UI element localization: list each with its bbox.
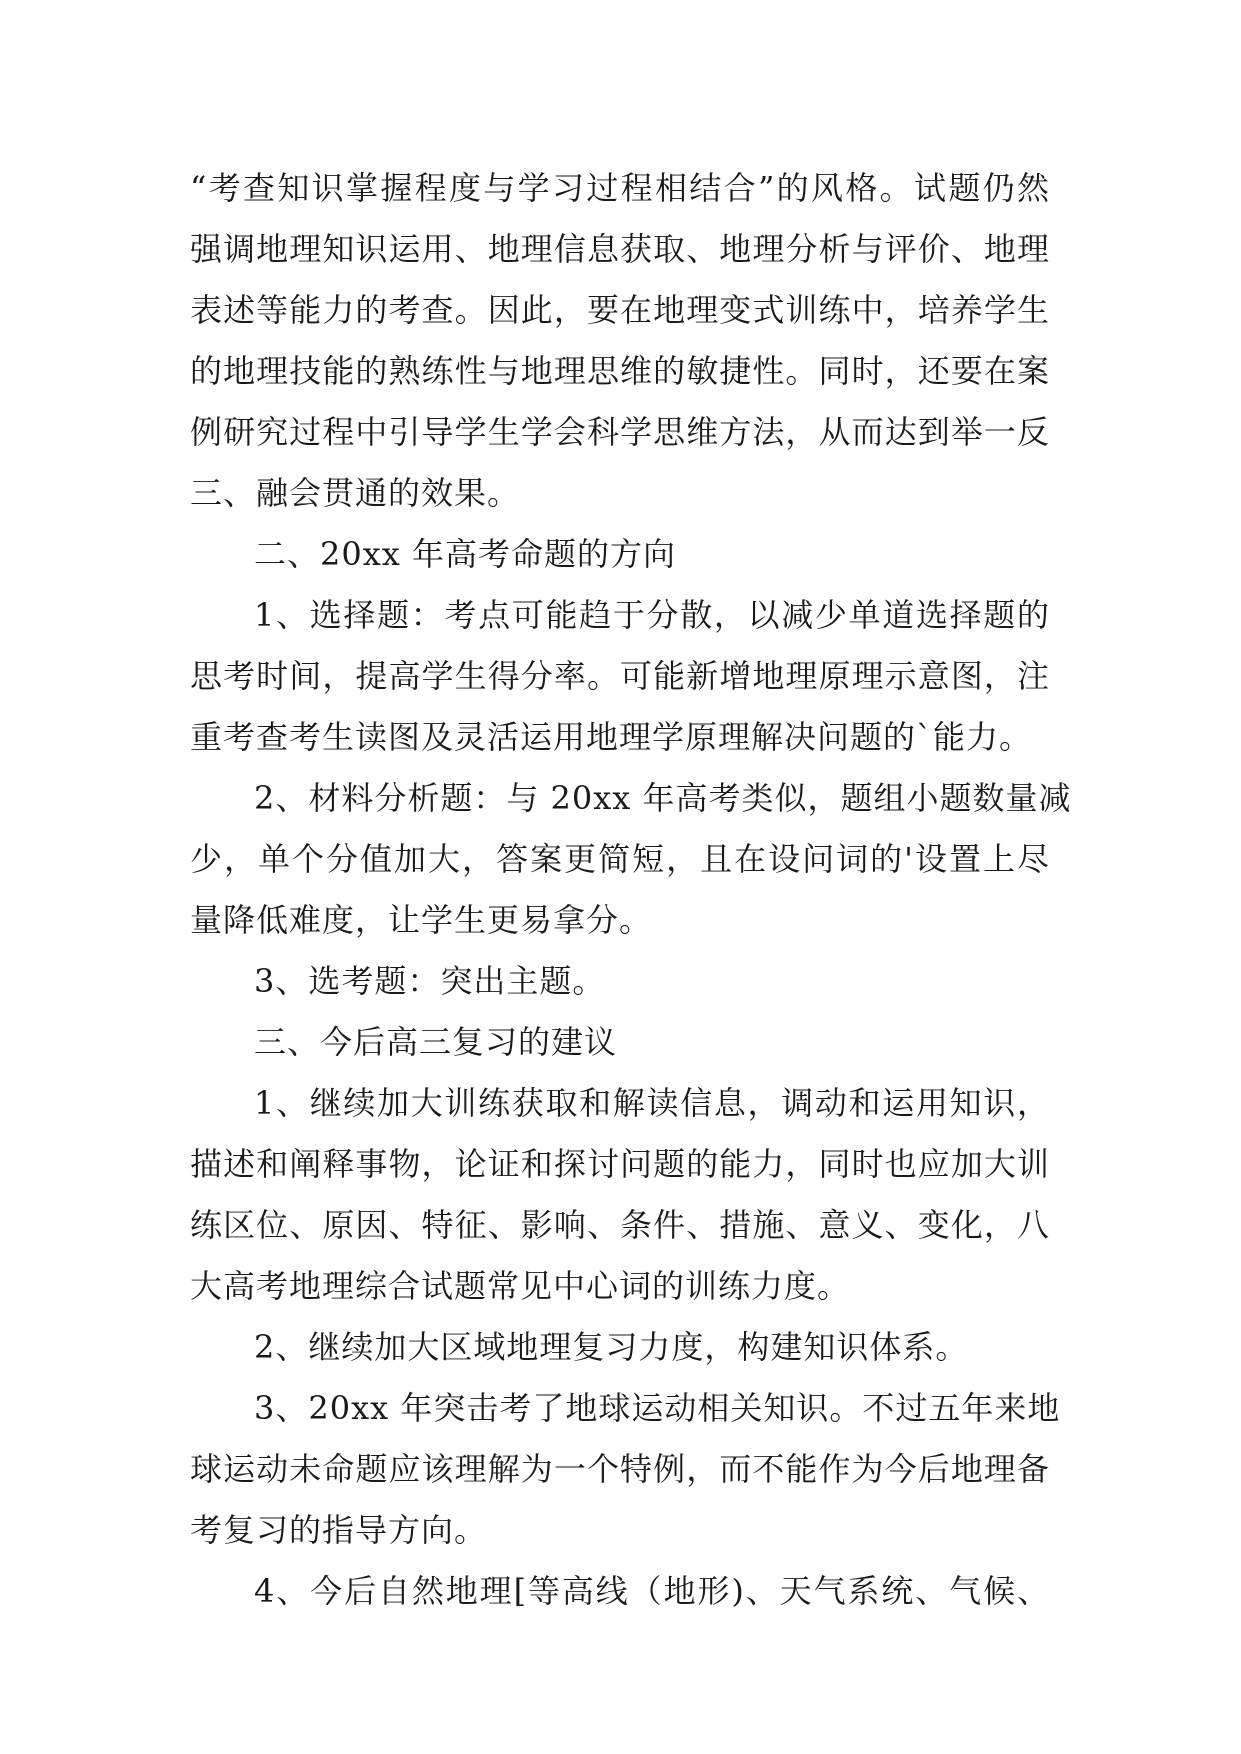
text-line: 练区位、原因、特征、影响、条件、措施、意义、变化，八 bbox=[190, 1206, 1050, 1244]
document-body bbox=[190, 158, 1072, 1622]
text-line: 3、20xx 年突击考了地球运动相关知识。不过五年来地 bbox=[254, 1389, 1061, 1427]
text-line: 大高考地理综合试题常见中心词的训练力度。 bbox=[190, 1267, 851, 1305]
text-line: 2、继续加大区域地理复习力度，构建知识体系。 bbox=[254, 1328, 969, 1366]
text-line: 三、融会贯通的效果。 bbox=[190, 474, 521, 512]
text-line: 重考查考生读图及灵活运用地理学原理解决问题的`能力。 bbox=[190, 718, 1033, 756]
text-line: 4、今后自然地理[等高线（地形)、天气系统、气候、 bbox=[254, 1572, 1050, 1610]
text-line: 1、继续加大训练获取和解读信息，调动和运用知识， bbox=[254, 1084, 1050, 1122]
text-line: 二、20xx 年高考命题的方向 bbox=[254, 535, 676, 573]
text-line: 考复习的指导方向。 bbox=[190, 1511, 488, 1549]
text-line: 表述等能力的考查。因此，要在地理变式训练中，培养学生 bbox=[190, 291, 1050, 329]
text-line: 1、选择题：考点可能趋于分散，以减少单道选择题的 bbox=[254, 596, 1050, 634]
text-line: 描述和阐释事物，论证和探讨问题的能力，同时也应加大训 bbox=[190, 1145, 1050, 1183]
text-line: 球运动未命题应该理解为一个特例，而不能作为今后地理备 bbox=[190, 1450, 1050, 1488]
text-line: 少，单个分值加大，答案更简短，且在设问词的'设置上尽 bbox=[190, 840, 1050, 878]
text-line: 思考时间，提高学生得分率。可能新增地理原理示意图，注 bbox=[190, 657, 1050, 695]
text-line: “考查知识掌握程度与学习过程相结合”的风格。试题仍然 bbox=[190, 169, 1050, 207]
text-line: 三、今后高三复习的建议 bbox=[254, 1023, 618, 1061]
text-line: 强调地理知识运用、地理信息获取、地理分析与评价、地理 bbox=[190, 230, 1050, 268]
text-line: 3、选考题：突出主题。 bbox=[254, 962, 606, 1000]
text-line: 量降低难度，让学生更易拿分。 bbox=[190, 901, 653, 939]
text-line: 的地理技能的熟练性与地理思维的敏捷性。同时，还要在案 bbox=[190, 352, 1050, 390]
text-line: 2、材料分析题：与 20xx 年高考类似，题组小题数量减 bbox=[254, 779, 1072, 817]
text-line: 例研究过程中引导学生学会科学思维方法，从而达到举一反 bbox=[190, 413, 1050, 451]
